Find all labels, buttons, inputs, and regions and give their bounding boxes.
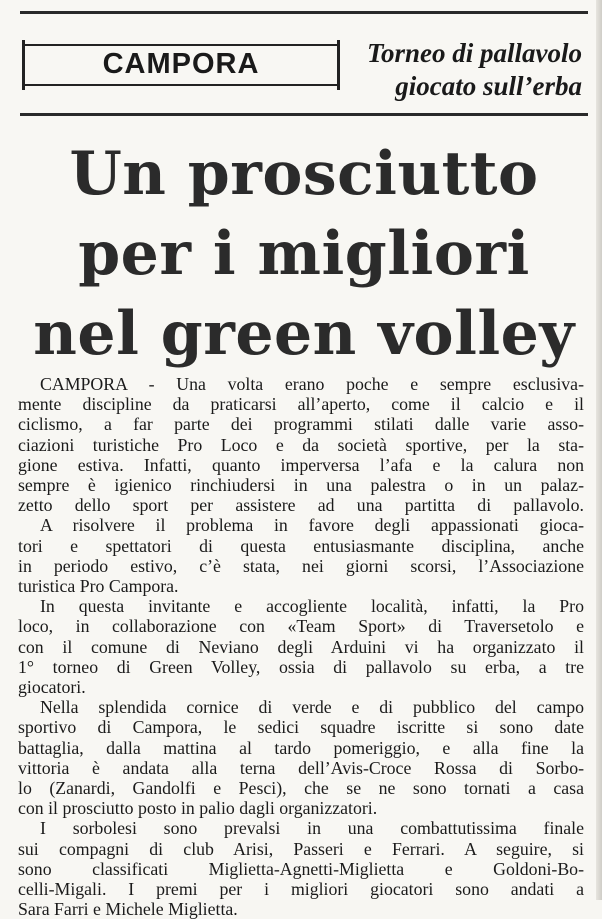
text-line: ciclismo, a far parte dei programmi stilati dalle varie asso- [18, 414, 584, 435]
text-line: In questa invitante e accogliente località, infatti, la Pro [40, 596, 584, 617]
headline-line: nel green volley [33, 299, 575, 369]
kicker-line: Torneo di pallavolo [366, 38, 582, 68]
text-line: lo (Zanardi, Gandolfi e Pesci), che se ne sono tornati a casa [18, 778, 584, 799]
section-label: CAMPORA [102, 48, 260, 80]
headline-line: Un prosciutto [69, 139, 539, 209]
section-box [22, 44, 340, 86]
paragraph [18, 374, 584, 515]
text-line: giocatori. [18, 677, 86, 698]
text-line: sui compagni di club Arisi, Passeri e Ferrari. A seguire, si [18, 838, 584, 859]
top-rule [20, 11, 588, 14]
kicker-line: giocato sull’erba [395, 71, 582, 101]
text-line: battaglia, dalla mattina al tardo pomeriggio, e alla fine la [18, 737, 584, 758]
kicker [352, 37, 582, 103]
text-line: turistica Pro Campora. [18, 576, 179, 597]
text-line: zetto dello sport per assistere ad una partitta di pallavolo. [18, 495, 584, 516]
text-line: vittoria è andata alla terna dell’Avis-Croce Rossa di Sorbo- [18, 757, 584, 778]
text-line: ciazioni turistiche Pro Loco e da società sportive, per la sta- [18, 434, 584, 455]
text-line: Sara Farri e Michele Miglietta. [18, 899, 238, 919]
text-line: sempre è igienico rinchiudersi in una palestra o in un palaz- [18, 475, 584, 496]
header-rule [20, 113, 588, 116]
paragraph [18, 818, 584, 919]
paper-edge [596, 0, 602, 900]
headline [20, 134, 588, 374]
text-line: Nella splendida cornice di verde e di pubblico del campo [40, 697, 584, 718]
text-line: A risolvere il problema in favore degli appassionati gioca- [40, 515, 584, 536]
article-body [18, 374, 584, 919]
text-line: tori e spettatori di questa entusiasmante disciplina, anche [18, 535, 584, 556]
text-line: loco, in collaborazione con «Team Sport» di Traversetolo e [18, 616, 584, 637]
text-line: sono classificati Miglietta-Agnetti-Miglietta e Goldoni-Bo- [18, 858, 584, 879]
text-line: mente discipline da praticarsi all’aperto, come il calcio e il [18, 394, 584, 415]
text-line: con il prosciutto posto in palio dagli organizzatori. [18, 798, 378, 819]
headline-line: per i migliori [78, 219, 530, 289]
text-line: 1° torneo di Green Volley, ossia di pallavolo su erba, a tre [18, 656, 584, 677]
text-line: con il comune di Neviano degli Arduini vi ha organizzato il [18, 636, 584, 657]
text-line: I sorbolesi sono prevalsi in una combattutissima finale [40, 818, 584, 839]
paragraph [18, 697, 584, 818]
text-line: CAMPORA - Una volta erano poche e sempre esclusiva- [40, 374, 584, 394]
text-line: celli-Migali. I premi per i migliori giocatori sono andati a [18, 879, 584, 900]
text-line: in periodo estivo, c’è stata, nei giorni scorsi, l’Associazione [18, 555, 584, 576]
text-line: sportivo di Campora, le sedici squadre iscritte si sono date [18, 717, 584, 738]
paragraph [18, 515, 584, 596]
text-line: gione estiva. Infatti, quanto imperversa l’afa e la calura non [18, 454, 584, 475]
paragraph [18, 596, 584, 697]
